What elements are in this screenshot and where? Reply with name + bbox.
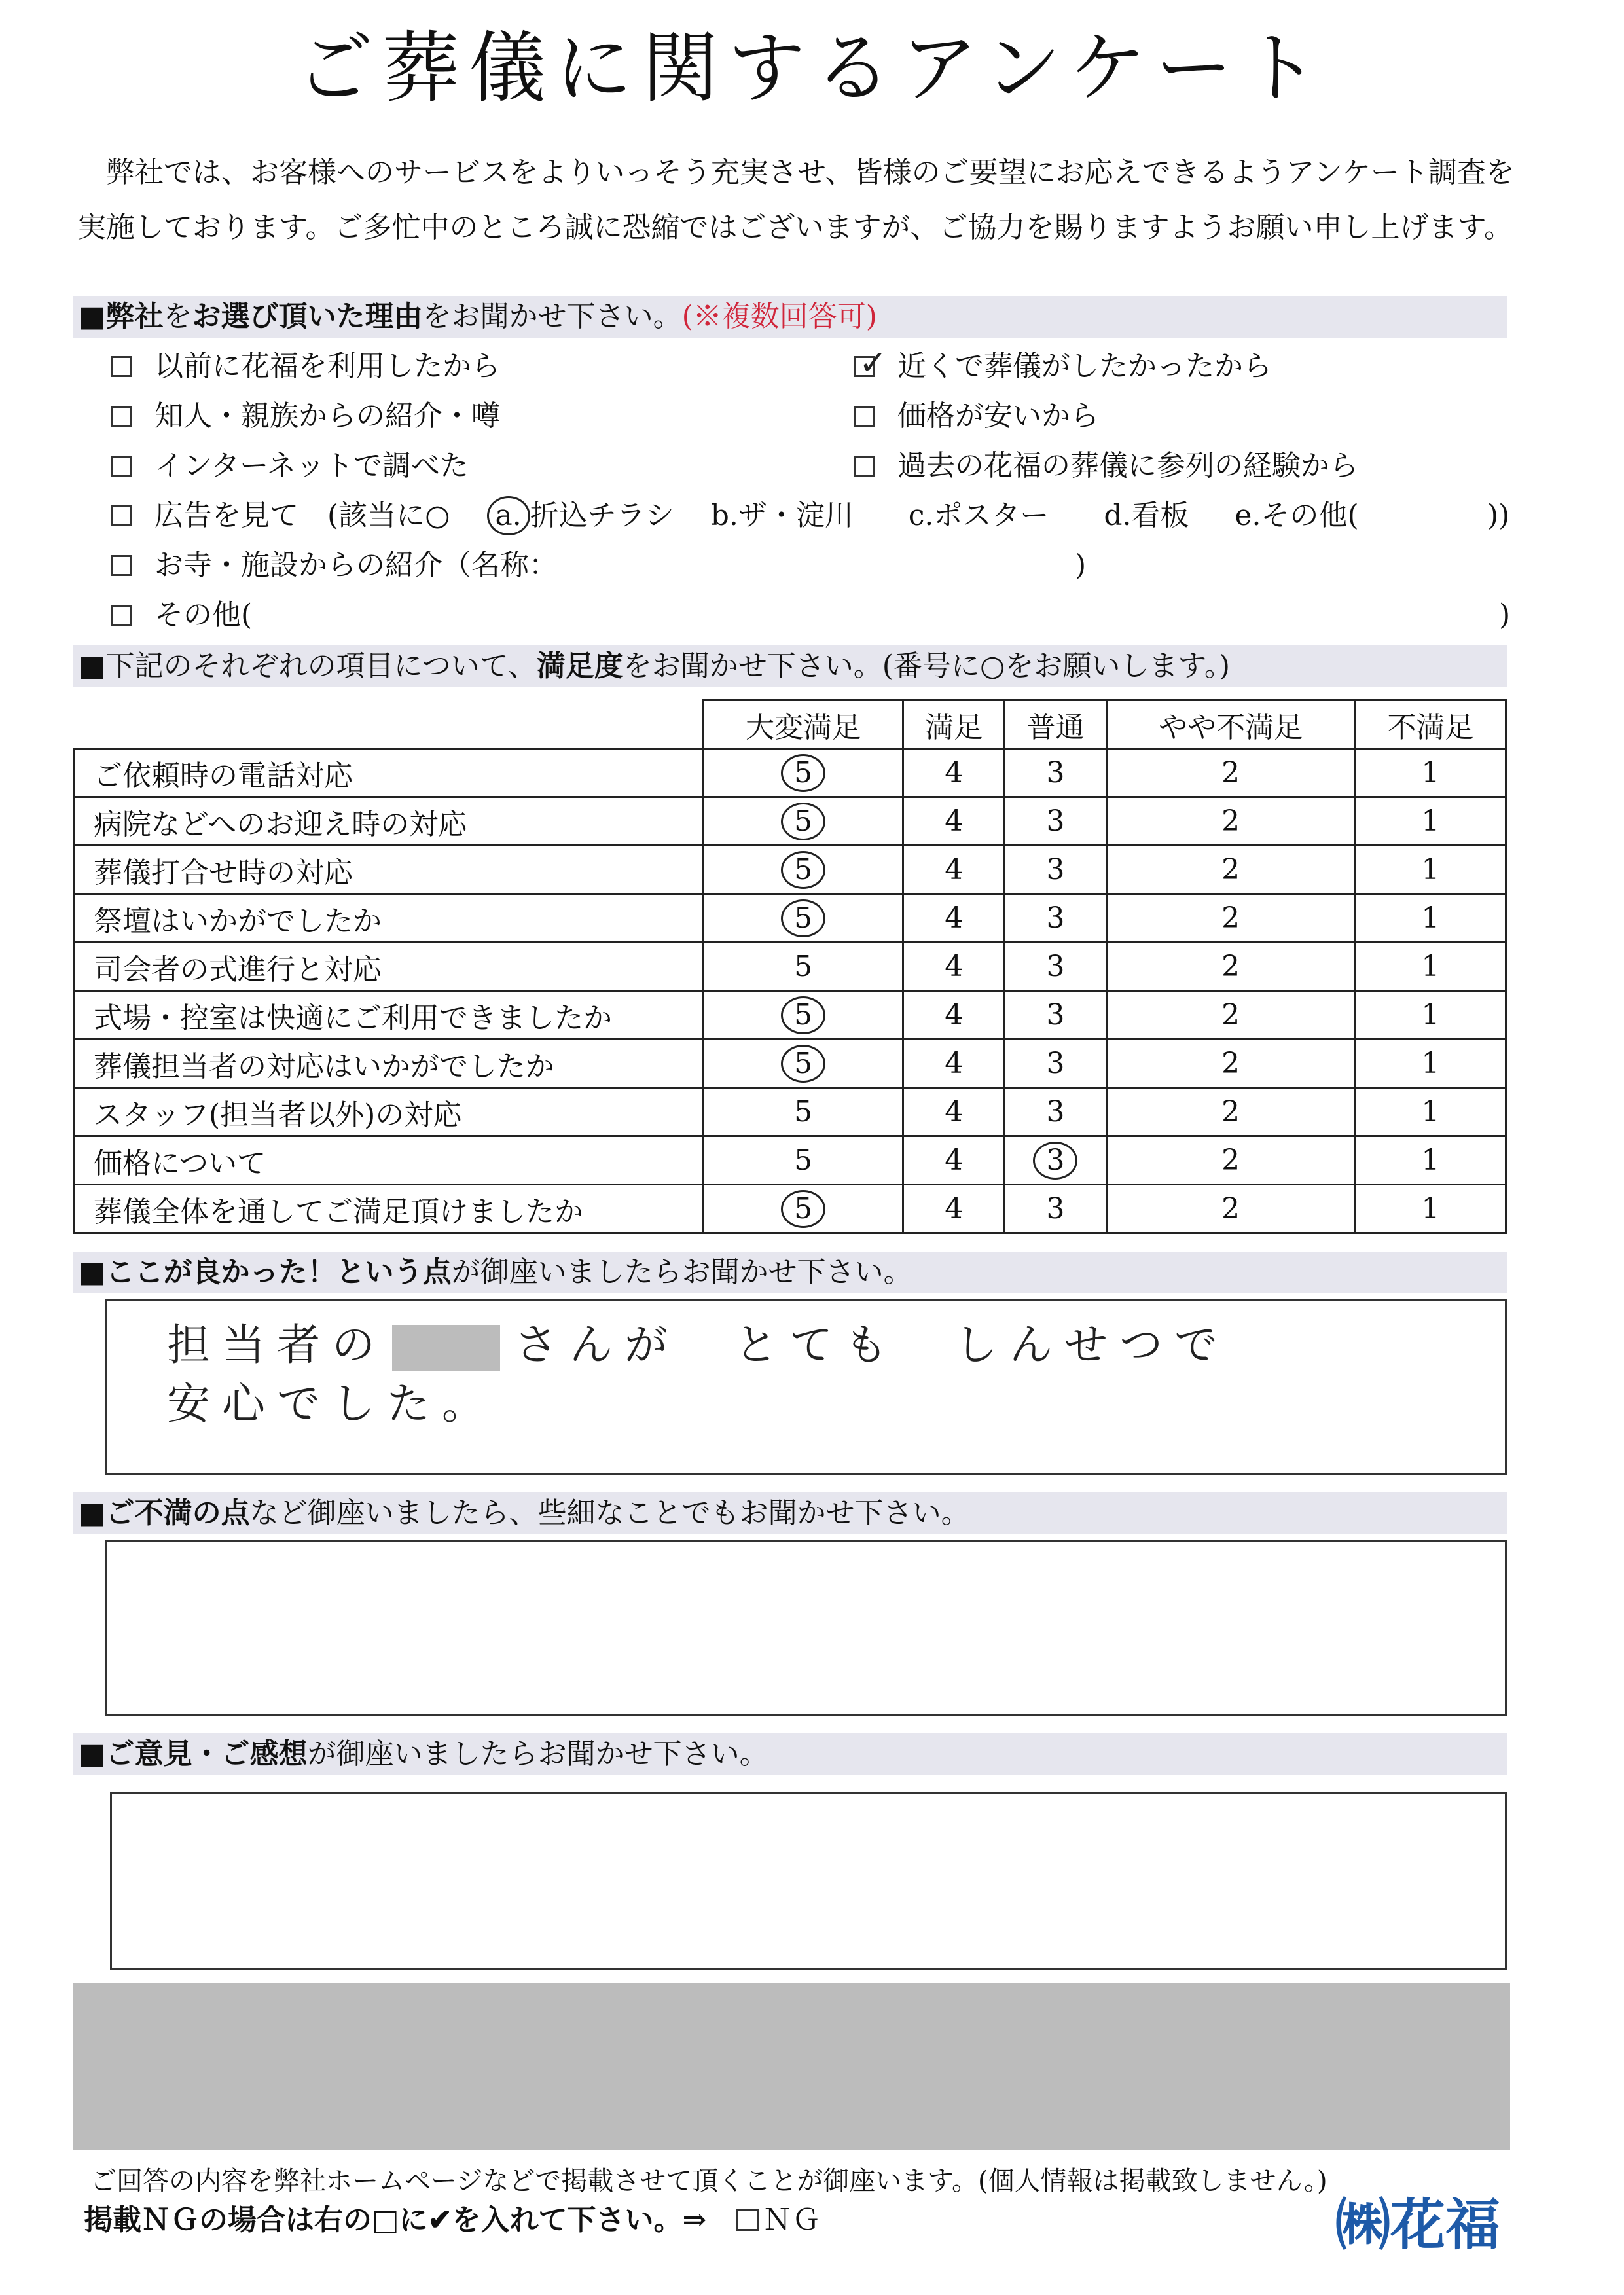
- checkbox[interactable]: [111, 505, 132, 526]
- score-value: 5: [794, 950, 813, 983]
- score-value: 3: [1046, 1192, 1065, 1225]
- row-label: 式場・控室は快適にご利用できましたか: [75, 991, 704, 1039]
- heading-text: をお聞かせ下さい。(番号に○をお願いします。): [623, 649, 1231, 683]
- score-value: 4: [945, 1192, 964, 1225]
- row-label: 司会者の式進行と対応: [75, 943, 704, 991]
- checkbox[interactable]: [111, 555, 132, 576]
- score-value: 1: [1421, 1047, 1440, 1080]
- score-value: 2: [1221, 1144, 1240, 1177]
- score-value: 4: [945, 1047, 964, 1080]
- heading-text: をお聞かせ下さい。: [422, 300, 682, 333]
- checkbox[interactable]: [111, 406, 132, 427]
- heading-text: ■下記のそれぞれの項目について、: [79, 649, 537, 683]
- reason-option[interactable]: [854, 445, 1358, 487]
- section-good-points-heading: [73, 1252, 1507, 1293]
- score-value: 4: [945, 1095, 964, 1129]
- score-value: 3: [1046, 950, 1065, 983]
- score-value: 3: [1046, 1095, 1065, 1129]
- score-value: 4: [945, 950, 964, 983]
- row-label: 葬儀打合せ時の対応: [75, 846, 704, 894]
- score-value: 5: [794, 1144, 813, 1177]
- score-cell[interactable]: [1005, 846, 1106, 894]
- circled-score: 5: [781, 803, 825, 840]
- section-reason-heading: [73, 296, 1507, 338]
- option-label: 近くで葬儀がしたかったから: [897, 350, 1272, 383]
- score-cell[interactable]: [903, 1088, 1005, 1136]
- column-header: 大変満足: [704, 700, 903, 749]
- score-cell[interactable]: [704, 1088, 903, 1136]
- good-points-textarea[interactable]: [105, 1299, 1507, 1475]
- score-cell[interactable]: [1106, 1185, 1355, 1233]
- score-cell[interactable]: [1106, 1136, 1355, 1185]
- header-blank: [75, 700, 704, 749]
- heading-bold: 満足度: [536, 649, 623, 683]
- reason-option-ad[interactable]: [111, 495, 1359, 537]
- score-cell[interactable]: [704, 943, 903, 991]
- column-header: 不満足: [1355, 700, 1506, 749]
- section-complaints-heading: [73, 1492, 1507, 1534]
- score-cell[interactable]: [903, 1039, 1005, 1088]
- score-value: 4: [945, 901, 964, 935]
- score-value: 4: [945, 756, 964, 789]
- score-cell[interactable]: [903, 846, 1005, 894]
- option-label: お寺・施設からの紹介（名称：: [154, 549, 558, 582]
- heading-text: を: [163, 300, 192, 333]
- handwritten-answer-line2: 安心でした。: [167, 1379, 497, 1429]
- score-cell[interactable]: [1005, 749, 1106, 797]
- circled-score: 5: [781, 1045, 825, 1083]
- score-cell[interactable]: [903, 943, 1005, 991]
- score-value: 2: [1221, 901, 1240, 935]
- score-value: 1: [1421, 853, 1440, 886]
- redacted-name: [392, 1325, 500, 1371]
- score-value: 1: [1421, 1144, 1440, 1177]
- score-cell[interactable]: [1355, 1136, 1506, 1185]
- score-value: 1: [1421, 998, 1440, 1032]
- score-value: 3: [1046, 998, 1065, 1032]
- score-cell[interactable]: [1355, 943, 1506, 991]
- score-cell[interactable]: [1355, 894, 1506, 943]
- handwritten-text: さんが とても しんせつで: [514, 1320, 1229, 1370]
- score-value: 2: [1221, 1192, 1240, 1225]
- score-cell[interactable]: [704, 1039, 903, 1088]
- score-cell[interactable]: [1005, 1039, 1106, 1088]
- multiple-answer-note: (※複数回答可): [681, 300, 877, 333]
- score-cell[interactable]: [903, 1136, 1005, 1185]
- complaints-textarea[interactable]: [105, 1540, 1507, 1716]
- section-opinions-heading: [73, 1733, 1507, 1775]
- row-label: 葬儀担当者の対応はいかがでしたか: [75, 1039, 704, 1088]
- score-cell[interactable]: [704, 894, 903, 943]
- temple-close-paren: ): [1075, 549, 1087, 582]
- score-value: 2: [1221, 1095, 1240, 1129]
- score-cell[interactable]: [1106, 1088, 1355, 1136]
- heading-text: が御座いましたらお聞かせ下さい。: [451, 1256, 912, 1289]
- score-cell[interactable]: [1355, 1088, 1506, 1136]
- heading-bold: お選び頂いた理由: [192, 300, 423, 333]
- option-label: 広告を見て (該当に○: [154, 499, 450, 532]
- score-cell[interactable]: [903, 1185, 1005, 1233]
- score-cell[interactable]: [1005, 1088, 1106, 1136]
- score-value: 4: [945, 804, 964, 838]
- row-label: スタッフ(担当者以外)の対応: [75, 1088, 704, 1136]
- score-value: 1: [1421, 950, 1440, 983]
- table-row: [75, 943, 1506, 991]
- score-cell[interactable]: [704, 991, 903, 1039]
- row-label: 祭壇はいかがでしたか: [75, 894, 704, 943]
- table-row: [75, 894, 1506, 943]
- ad-choice-e[interactable]: e.その他(: [1235, 499, 1359, 532]
- ng-label: ＮＧ: [763, 2203, 821, 2237]
- checkbox[interactable]: [854, 456, 875, 477]
- score-cell[interactable]: [1355, 1039, 1506, 1088]
- column-header: やや不満足: [1106, 700, 1355, 749]
- ng-checkbox[interactable]: [736, 2209, 759, 2231]
- score-value: 2: [1221, 853, 1240, 886]
- column-header: 普通: [1005, 700, 1106, 749]
- circled-score: 5: [781, 1190, 825, 1228]
- table-row: [75, 846, 1506, 894]
- circled-score: 5: [781, 996, 825, 1034]
- checkbox[interactable]: [111, 356, 132, 377]
- heading-text: など御座いましたら、些細なことでもお聞かせ下さい。: [249, 1496, 970, 1530]
- heading-bold: ■ここが良かった！という点: [79, 1256, 452, 1289]
- row-label: 葬儀全体を通してご満足頂けましたか: [75, 1185, 704, 1233]
- score-value: 1: [1421, 901, 1440, 935]
- score-value: 1: [1421, 1192, 1440, 1225]
- score-cell[interactable]: [1005, 1136, 1106, 1185]
- score-value: 2: [1221, 1047, 1240, 1080]
- publication-note: ご回答の内容を弊社ホームページなどで掲載させて頂くことが御座います。(個人情報は掲載致しません。): [90, 2166, 1327, 2196]
- table-row: [75, 1136, 1506, 1185]
- option-label: インターネットで調べた: [154, 449, 469, 482]
- check-mark-icon: ✓: [859, 344, 888, 383]
- score-cell[interactable]: [1106, 943, 1355, 991]
- score-cell[interactable]: [1005, 797, 1106, 846]
- score-cell[interactable]: [903, 749, 1005, 797]
- checkbox[interactable]: [854, 406, 875, 427]
- column-header: 満足: [903, 700, 1005, 749]
- option-label: 以前に花福を利用したから: [154, 350, 500, 383]
- ad-choice-a[interactable]: a.: [487, 496, 530, 535]
- score-value: 2: [1221, 756, 1240, 789]
- score-cell[interactable]: [1355, 991, 1506, 1039]
- score-cell[interactable]: [903, 991, 1005, 1039]
- score-cell[interactable]: [1355, 1185, 1506, 1233]
- reason-option[interactable]: [111, 346, 500, 388]
- score-value: 5: [794, 1095, 813, 1129]
- table-row: [75, 1039, 1506, 1088]
- score-cell[interactable]: [704, 797, 903, 846]
- score-cell[interactable]: [1106, 991, 1355, 1039]
- circled-score: 5: [781, 851, 825, 889]
- option-label: 過去の花福の葬儀に参列の経験から: [897, 449, 1358, 482]
- reason-option[interactable]: [111, 445, 469, 487]
- score-cell[interactable]: [1005, 943, 1106, 991]
- checkbox[interactable]: [111, 605, 132, 626]
- score-value: 1: [1421, 756, 1440, 789]
- score-value: 2: [1221, 998, 1240, 1032]
- score-value: 1: [1421, 804, 1440, 838]
- score-value: 3: [1046, 1047, 1065, 1080]
- option-label: 知人・親族からの紹介・噂: [154, 399, 500, 433]
- form-title: ご葬儀に関するアンケート: [296, 23, 1328, 113]
- ad-choice-a-label: 折込チラシ: [530, 499, 674, 532]
- score-value: 4: [945, 998, 964, 1032]
- reason-option[interactable]: [854, 395, 1099, 437]
- score-value: 3: [1046, 804, 1065, 838]
- score-cell[interactable]: [704, 1185, 903, 1233]
- circled-score: 3: [1033, 1142, 1077, 1180]
- score-cell[interactable]: [1005, 991, 1106, 1039]
- satisfaction-table: [73, 699, 1507, 1234]
- table-row: [75, 1088, 1506, 1136]
- option-label: その他(: [154, 598, 253, 632]
- heading-bold: ■弊社: [79, 300, 164, 333]
- score-cell[interactable]: [1355, 797, 1506, 846]
- score-value: 4: [945, 1144, 964, 1177]
- score-value: 2: [1221, 950, 1240, 983]
- ad-choice-c[interactable]: c.ポスター: [908, 499, 1049, 532]
- score-cell[interactable]: [1005, 1185, 1106, 1233]
- score-cell[interactable]: [1355, 749, 1506, 797]
- score-value: 3: [1046, 756, 1065, 789]
- score-cell[interactable]: [903, 894, 1005, 943]
- checkbox-checked[interactable]: [854, 344, 888, 383]
- reason-option[interactable]: [854, 346, 1272, 388]
- row-label: 価格について: [75, 1136, 704, 1185]
- score-cell[interactable]: [1355, 846, 1506, 894]
- ad-other-close: )): [1487, 499, 1510, 532]
- opinions-textarea[interactable]: [110, 1792, 1507, 1970]
- score-cell[interactable]: [704, 846, 903, 894]
- table-row: [75, 749, 1506, 797]
- row-label: ご依頼時の電話対応: [75, 749, 704, 797]
- ad-choice-d[interactable]: d.看板: [1104, 499, 1189, 532]
- score-value: 2: [1221, 804, 1240, 838]
- reason-option[interactable]: [111, 395, 500, 437]
- handwritten-answer-line1: [167, 1310, 1229, 1372]
- score-value: 3: [1046, 901, 1065, 935]
- table-row: [75, 797, 1506, 846]
- section-satisfaction-heading: [73, 645, 1507, 687]
- table-row: [75, 1185, 1506, 1233]
- other-close-paren: ): [1499, 598, 1511, 632]
- circled-score: 5: [781, 754, 825, 792]
- ad-choice-b[interactable]: b.ザ・淀川: [710, 499, 854, 532]
- heading-bold: ■ご意見・ご感想: [79, 1737, 308, 1771]
- score-cell[interactable]: [704, 749, 903, 797]
- score-cell[interactable]: [1106, 1039, 1355, 1088]
- score-cell[interactable]: [1106, 797, 1355, 846]
- score-cell[interactable]: [1106, 749, 1355, 797]
- score-value: 3: [1046, 853, 1065, 886]
- redacted-area: [73, 1983, 1510, 2150]
- ng-instruction-text: 掲載ＮＧの場合は右の□に✔を入れて下さい。⇒: [84, 2203, 707, 2237]
- company-logo: ㈱花福: [1335, 2193, 1501, 2257]
- score-value: 1: [1421, 1095, 1440, 1129]
- score-value: 4: [945, 853, 964, 886]
- score-cell[interactable]: [704, 1136, 903, 1185]
- intro-text: 弊社では、お客様へのサービスをよりいっそう充実させ、皆様のご要望にお応えできるようアンケート調査を実施しております。ご多忙中のところ誠に恐縮ではございますが、ご協力を賜りますようお願い申し上げます。: [77, 156, 1515, 244]
- row-label: 病院などへのお迎え時の対応: [75, 797, 704, 846]
- checkbox[interactable]: [111, 456, 132, 477]
- table-header-row: [75, 700, 1506, 749]
- option-label: 価格が安いから: [897, 399, 1099, 433]
- table-row: [75, 991, 1506, 1039]
- reason-option-other[interactable]: [111, 594, 252, 636]
- score-cell[interactable]: [1005, 894, 1106, 943]
- publication-ng-instruction: [84, 2196, 820, 2238]
- circled-score: 5: [781, 899, 825, 937]
- reason-option-temple[interactable]: [111, 545, 558, 587]
- score-cell[interactable]: [903, 797, 1005, 846]
- handwritten-text: 担当者の: [167, 1320, 387, 1370]
- score-cell[interactable]: [1106, 846, 1355, 894]
- score-cell[interactable]: [1106, 894, 1355, 943]
- heading-bold: ■ご不満の点: [79, 1496, 250, 1530]
- heading-text: が御座いましたらお聞かせ下さい。: [307, 1737, 768, 1771]
